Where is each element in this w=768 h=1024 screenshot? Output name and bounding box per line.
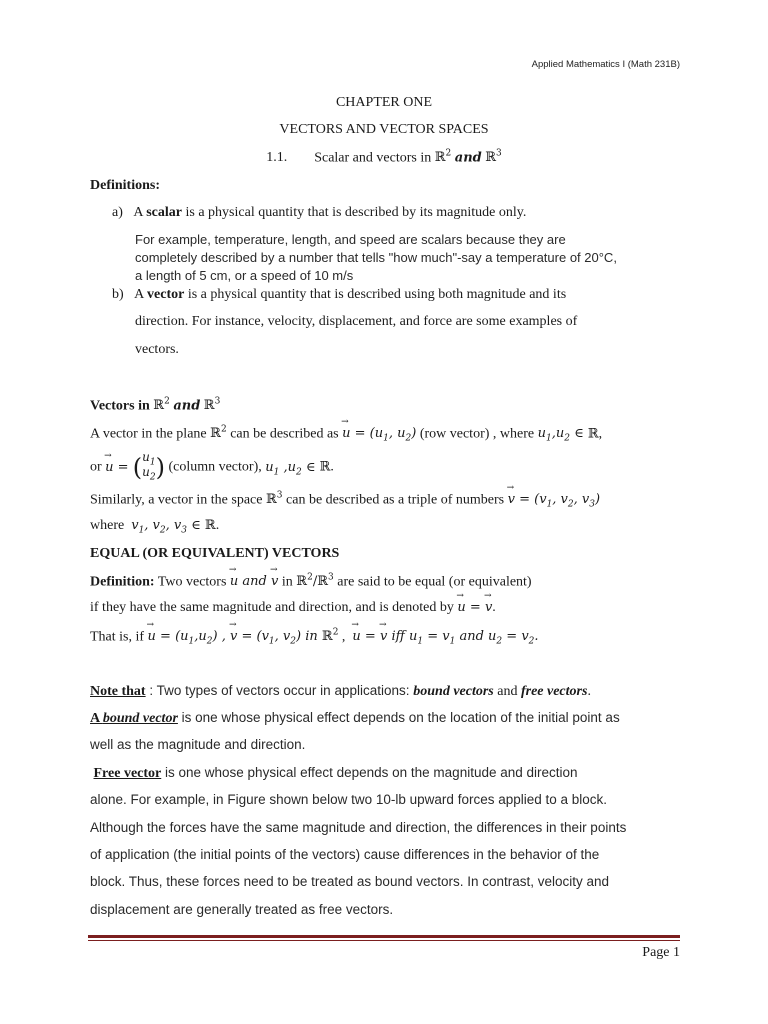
math-r2: ℝ$^2$: [434, 149, 452, 166]
scalar-example-1: For example, temperature, length, and speed are scalars because they are: [135, 232, 566, 247]
equal-definition-line-2: if they have the same magnitude and direction, and is denoted by → u = → v.: [90, 600, 690, 616]
text-span: Free vector: [93, 766, 162, 781]
note-line: [90, 683, 690, 700]
section-title: Scalar and vectors in: [314, 150, 432, 166]
footer-rule-thick: [88, 935, 680, 938]
definitions-heading: Definitions:: [90, 178, 160, 193]
free-vector-line-3: Although the forces have the same magnitude and direction, the differences in their points: [90, 820, 627, 835]
chapter-title: VECTORS AND VECTOR SPACES: [279, 122, 489, 137]
text-span: or: [90, 459, 106, 475]
text-span: .: [587, 684, 591, 699]
text-span: Definition:: [90, 574, 155, 590]
text-span: if they have the same magnitude and direction, and is denoted by: [90, 600, 458, 615]
text-span: (row vector) , where: [416, 426, 538, 442]
text-span: bound vector: [102, 711, 178, 726]
free-vector-line-4: of application (the initial points of the vectors) cause differences in the behavior of the: [90, 847, 600, 862]
text-span: and: [493, 684, 521, 699]
free-vector-line-2: alone. For example, in Figure shown below two 10-lb upward forces applied to a block.: [90, 792, 608, 807]
text-span: A: [90, 711, 103, 726]
section-heading: [0, 149, 768, 166]
term-scalar: scalar: [146, 205, 182, 220]
text-span: Similarly, a vector in the space: [90, 492, 266, 508]
chapter-label: CHAPTER ONE: [335, 95, 433, 110]
list-marker-b: b): [112, 287, 124, 302]
space-vector-where: where $v_1$, $v_2$, $v_3$ ∈ ℝ.: [90, 518, 220, 536]
definition-b: [112, 287, 712, 303]
def-a-post: is a physical quantity that is described by its magnitude only.: [182, 205, 527, 220]
text-span: A vector in the plane: [90, 426, 211, 442]
free-vector-line-5: block. Thus, these forces need to be treated as bound vectors. In contrast, velocity and: [90, 874, 610, 889]
free-vector-line-6: displacement are generally treated as free vectors.: [90, 902, 394, 917]
text-span: in: [278, 574, 297, 590]
text-span: is one whose physical effect depends on the magnitude and direction: [161, 765, 578, 780]
text-span: can be described as a triple of numbers: [282, 492, 508, 508]
text-span: are said to be equal (or equivalent): [333, 574, 532, 590]
equal-definition-line-3: That is, if → $u = (u_1,u_2)$ , → $v = (v_1$, $v_2$) in ℝ$^2$ , → u = → v iff $u_1 = v_1$ and $u_2 = v_2$.: [90, 628, 690, 647]
space-vector-line: Similarly, a vector in the space ℝ$^3$ can be described as a triple of numbers → $v = (v_1$, $v_2$, $v_3$): [90, 491, 690, 510]
vectors-heading-text: Vectors in: [90, 398, 150, 414]
math-r3: ℝ$^3$: [485, 149, 502, 166]
scalar-example-2: completely described by a number that tells "how much"-say a temperature of 20°C,: [135, 250, 617, 265]
vector-def-line-3: vectors.: [135, 342, 179, 357]
page-number: Page 1: [642, 945, 680, 960]
vector-def-line-2: direction. For instance, velocity, displacement, and force are some examples of: [135, 314, 578, 329]
math-and: and: [454, 150, 482, 166]
plane-vector-line: A vector in the plane ℝ$^2$ can be described as → $u = (u_1$, $u_2$) (row vector) , where $u_1,u_2$ ∈ ℝ,: [90, 425, 690, 444]
equal-definition: Definition: Two vectors → u and → v in ℝ$^2$/ℝ$^3$ are said to be equal (or equivalent): [90, 573, 690, 590]
section-number: 1.1.: [266, 150, 288, 166]
term-vector: vector: [147, 287, 185, 302]
free-vector-line-1: [90, 765, 690, 782]
text-span: bound vectors: [413, 684, 494, 699]
scalar-example-3: a length of 5 cm, or a speed of 10 m/s: [135, 268, 354, 283]
list-marker-a: a): [112, 205, 123, 220]
text-span: (column vector),: [164, 459, 266, 475]
text-span: is one whose physical effect depends on the location of the initial point as: [177, 710, 620, 725]
def-b-post: is a physical quantity that is described using both magnitude and its: [184, 287, 567, 302]
text-span: Note that: [90, 684, 146, 699]
text-span: free vectors: [520, 684, 588, 699]
definition-a: [112, 205, 712, 221]
running-header: Applied Mathematics I (Math 231B): [531, 59, 680, 70]
def-b-pre: A: [134, 287, 148, 302]
text-span: Two vectors: [154, 574, 230, 590]
text-span: can be described as: [226, 426, 343, 442]
def-a-pre: A: [133, 205, 147, 220]
bound-vector-line-2: well as the magnitude and direction.: [90, 737, 306, 752]
equal-vectors-heading: EQUAL (OR EQUIVALENT) VECTORS: [90, 546, 340, 561]
column-vector-line: or → $u = (u_1$ $u_2$) (column vector), $u_1$ $,u_2$ ∈ ℝ.: [90, 452, 690, 483]
vectors-heading: Vectors in ℝ$^2$ and ℝ$^3$: [90, 397, 221, 414]
bound-vector-line-1: [90, 710, 690, 727]
text-span: where: [90, 518, 128, 533]
text-span: : Two types of vectors occur in applications:: [145, 683, 414, 698]
text-span: That is, if: [90, 629, 148, 645]
footer-rule-thin: [88, 940, 680, 941]
